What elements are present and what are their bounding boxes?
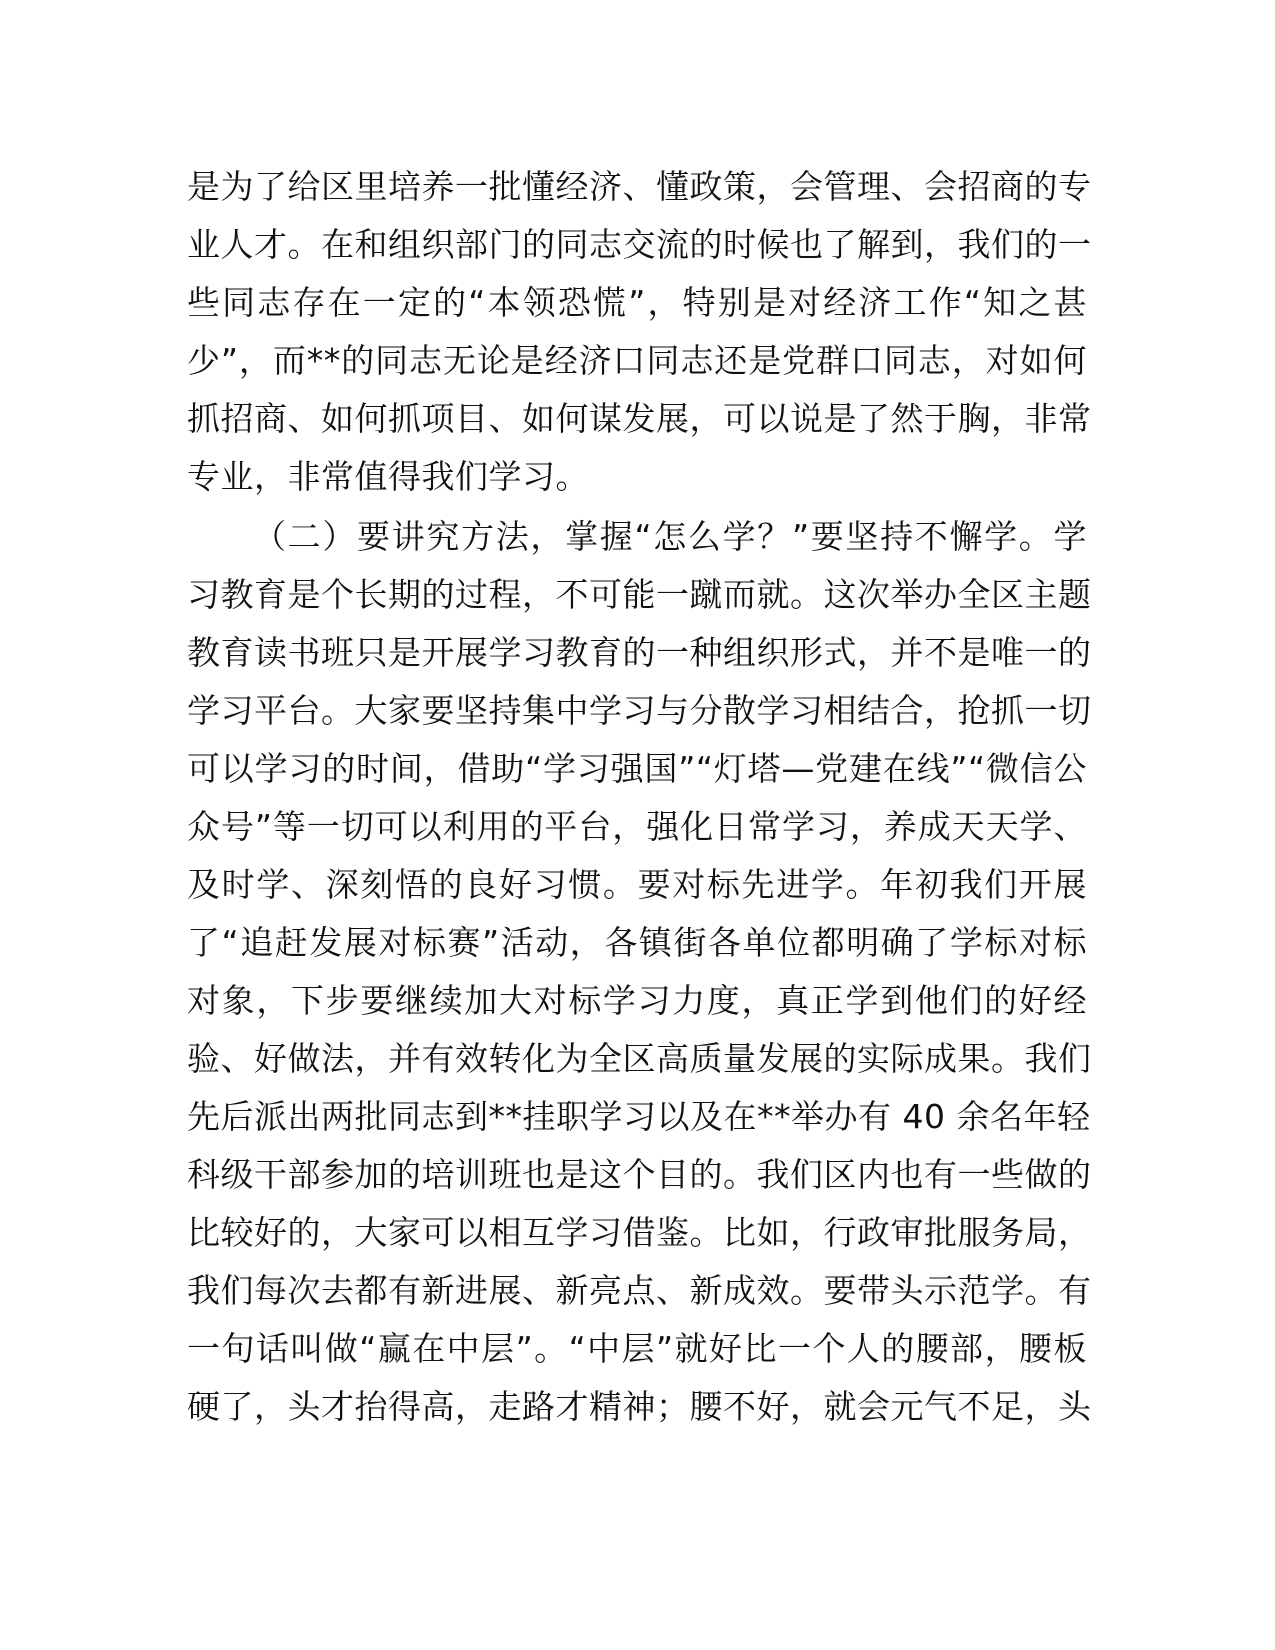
text-line: 硬了，头才抬得高，走路才精神；腰不好，就会元气不足，头 <box>187 1387 1092 1426</box>
text-line: 及时学、深刻悟的良好习惯。要对标先进学。年初我们开展 <box>187 865 1087 904</box>
text-line: 众号”等一切可以利用的平台，强化日常学习，养成天天学、 <box>187 807 1087 846</box>
text-line: 学习平台。大家要坚持集中学习与分散学习相结合，抢抓一切 <box>187 691 1092 730</box>
text-line: 少”，而**的同志无论是经济口同志还是党群口同志，对如何 <box>187 341 1087 380</box>
text-line: 科级干部参加的培训班也是这个目的。我们区内也有一些做的 <box>187 1155 1092 1194</box>
text-line: 一句话叫做“赢在中层”。“中层”就好比一个人的腰部，腰板 <box>187 1329 1087 1368</box>
text-line: 习教育是个长期的过程，不可能一蹴而就。这次举办全区主题 <box>187 575 1092 614</box>
paragraph-2 <box>187 508 1092 1436</box>
text-line: 是为了给区里培养一批懂经济、懂政策，会管理、会招商的专 <box>187 167 1092 206</box>
text-line: 比较好的，大家可以相互学习借鉴。比如，行政审批服务局， <box>187 1213 1092 1252</box>
text-line: 抓招商、如何抓项目、如何谋发展，可以说是了然于胸，非常 <box>187 399 1092 438</box>
text-line: 先后派出两批同志到**挂职学习以及在**举办有 40 余名年轻 <box>187 1097 1091 1136</box>
text-line: 些同志存在一定的“本领恐慌”，特别是对经济工作“知之甚 <box>187 283 1087 322</box>
text-line: 我们每次去都有新进展、新亮点、新成效。要带头示范学。有 <box>187 1271 1092 1310</box>
text-line: 验、好做法，并有效转化为全区高质量发展的实际成果。我们 <box>187 1039 1092 1078</box>
text-line: 专业，非常值得我们学习。 <box>187 457 589 496</box>
text-line: 可以学习的时间，借助“学习强国”“灯塔—党建在线”“微信公 <box>187 749 1087 788</box>
body-text <box>187 158 1092 1436</box>
paragraph-1 <box>187 158 1092 506</box>
text-line: 教育读书班只是开展学习教育的一种组织形式，并不是唯一的 <box>187 633 1092 672</box>
text-line: 业人才。在和组织部门的同志交流的时候也了解到，我们的一 <box>187 225 1092 264</box>
text-line: （二）要讲究方法，掌握“怎么学？”要坚持不懈学。学 <box>253 517 1087 556</box>
text-line: 了“追赶发展对标赛”活动，各镇街各单位都明确了学标对标 <box>187 923 1087 962</box>
text-line: 对象，下步要继续加大对标学习力度，真正学到他们的好经 <box>187 981 1087 1020</box>
